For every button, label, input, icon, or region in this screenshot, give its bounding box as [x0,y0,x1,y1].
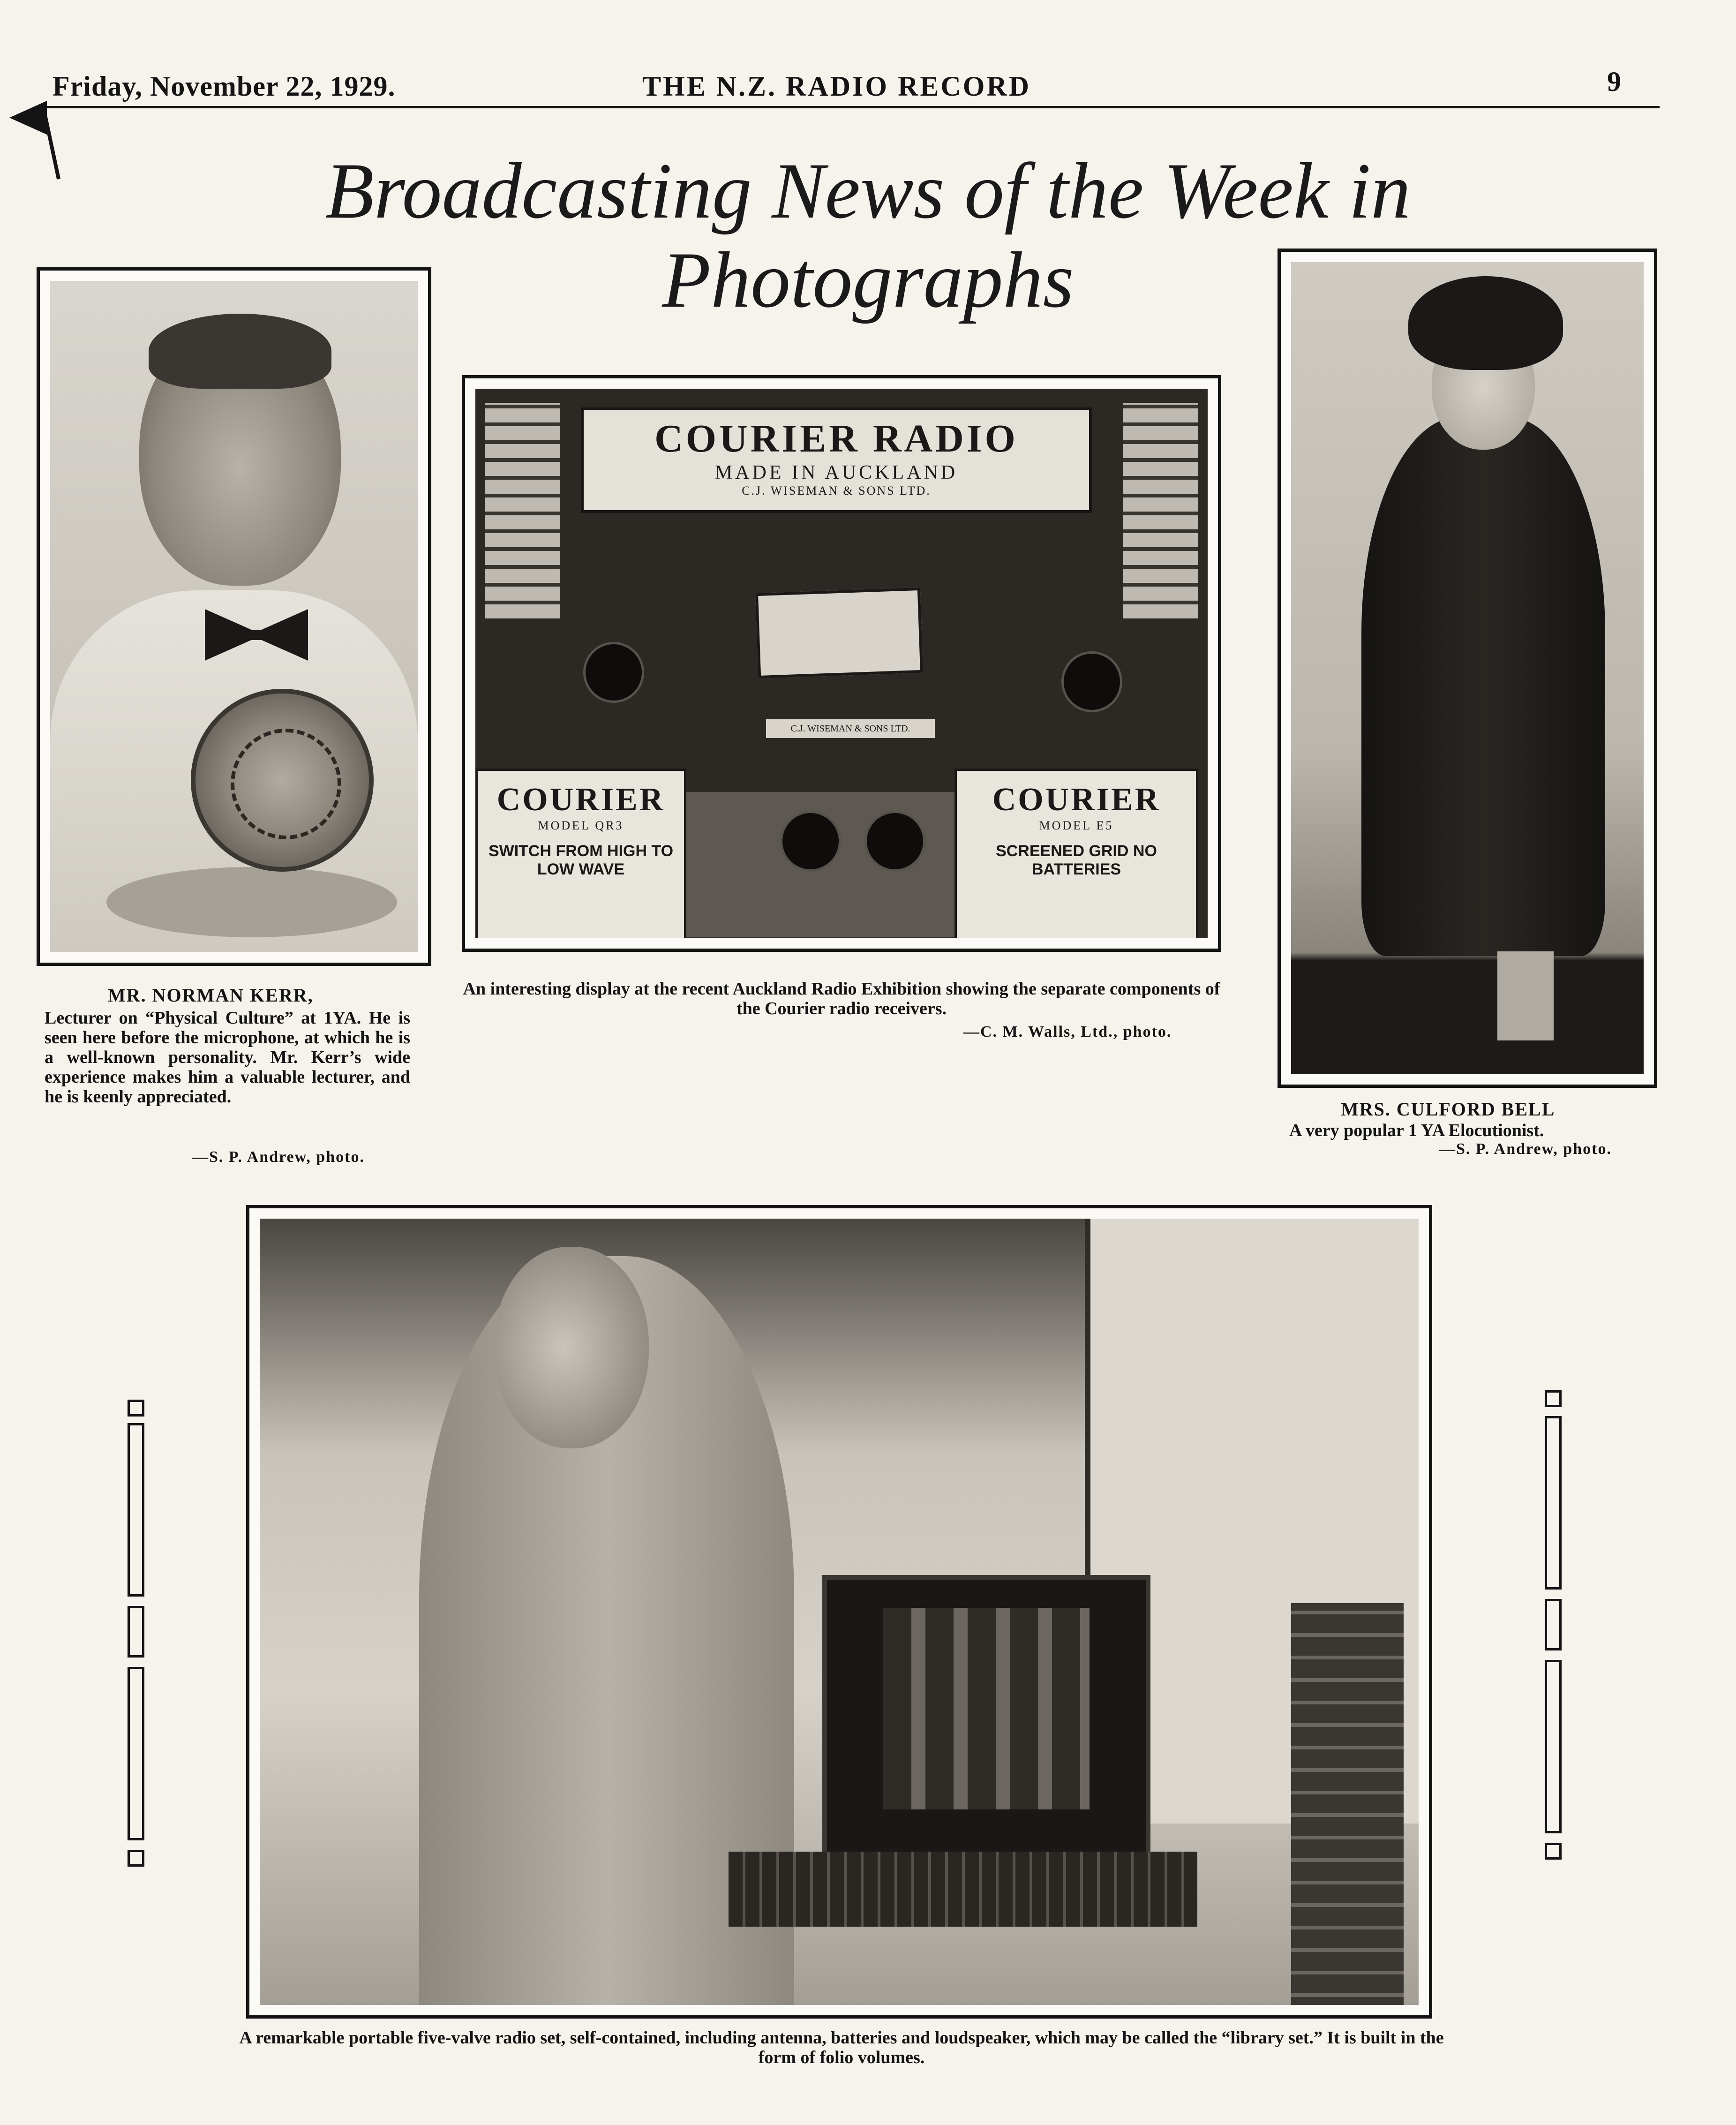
speaker-icon [1061,651,1122,712]
photo-norman-kerr-image [50,281,418,952]
hair-shape [149,314,331,389]
photo-library-set [246,1205,1432,2019]
column-marker [128,1850,144,1867]
headline-line-1: Broadcasting News of the Week in [325,147,1411,235]
sign-title: COURIER RADIO [654,417,1018,460]
caption-body: An interesting display at the recent Auckland Radio Exhibition showing the separate components of the Courier radio receivers. [463,979,1220,1018]
speaker-icon [864,811,925,872]
speaker-icon [583,642,644,703]
caption-body: A remarkable portable five-valve radio set, self-contained, including antenna, batteries and loudspeaker, which may be called the “library set.” It is built in the form of folio volumes. [239,2028,1444,2067]
folio-volumes-shape [729,1852,1197,1927]
courier-qr3-placard [475,769,686,938]
wiseman-nameplate: C.J. WISEMAN & SONS LTD. [766,719,935,738]
photo-credit: —S. P. Andrew, photo. [1439,1140,1612,1158]
fur-coat-shape [1361,417,1605,956]
microphone-ring-shape [231,729,341,839]
photo-courier-display-image [475,389,1208,938]
column-marker [1545,1843,1562,1860]
ornate-pillar-shape [1291,1603,1404,2005]
speaker-icon [780,811,841,872]
hat-shape [1408,276,1563,370]
publication-title: THE N.Z. RADIO RECORD [642,71,1031,102]
placard-model: MODEL QR3 [538,819,624,832]
photo-norman-kerr [37,267,431,966]
placard-title: COURIER [496,782,665,818]
placard-slogan: SWITCH FROM HIGH TO LOW WAVE [488,842,674,878]
courier-e5-placard [954,769,1198,938]
headline-line-2: Photographs [662,236,1074,324]
caption-body: Lecturer on “Physical Culture” at 1YA. He is seen here before the microphone, at which he is a well-known personality. Mr. Kerr’s wide experience makes him a valuable lecturer, and he is keenly appreciated. [45,1008,410,1107]
page-number: 9 [1607,66,1622,97]
caption-name: MRS. CULFORD BELL [1341,1099,1556,1120]
man-head-shape [494,1247,649,1448]
display-lattice-left [485,403,560,618]
issue-date: Friday, November 22, 1929. [53,71,396,102]
photo-culford-bell-image [1291,262,1644,1074]
sign-firm: C.J. WISEMAN & SONS LTD. [742,484,931,497]
radio-valves-shape [883,1608,1090,1809]
photo-credit: —C. M. Walls, Ltd., photo. [963,1023,1172,1040]
legs-shape [1497,951,1554,1040]
column-marker [1545,1390,1562,1407]
photo-culford-bell [1278,249,1657,1088]
caption-body: A very popular 1 YA Elocutionist. [1289,1121,1544,1140]
column-marker [128,1606,144,1658]
column-marker [1545,1660,1562,1833]
pointer-arrow-icon [9,101,47,135]
column-marker [1545,1599,1562,1650]
photo-courier-display [462,375,1221,952]
courier-radio-sign [581,407,1092,513]
column-marker [128,1667,144,1840]
caption-name: MR. NORMAN KERR, [108,985,314,1006]
placard-title: COURIER [992,782,1161,818]
photo-library-set-image [260,1219,1419,2005]
sign-subtitle: MADE IN AUCKLAND [714,462,958,483]
placard-model: MODEL E5 [1039,819,1114,832]
microphone-base-shape [106,867,397,937]
column-marker [1545,1416,1562,1590]
column-marker [128,1400,144,1417]
courier-logo-board [755,588,923,678]
placard-slogan: SCREENED GRID NO BATTERIES [996,842,1157,878]
photo-credit: —S. P. Andrew, photo. [192,1148,365,1166]
column-marker [128,1423,144,1597]
header-rule [42,106,1660,108]
display-lattice-right [1123,403,1198,618]
